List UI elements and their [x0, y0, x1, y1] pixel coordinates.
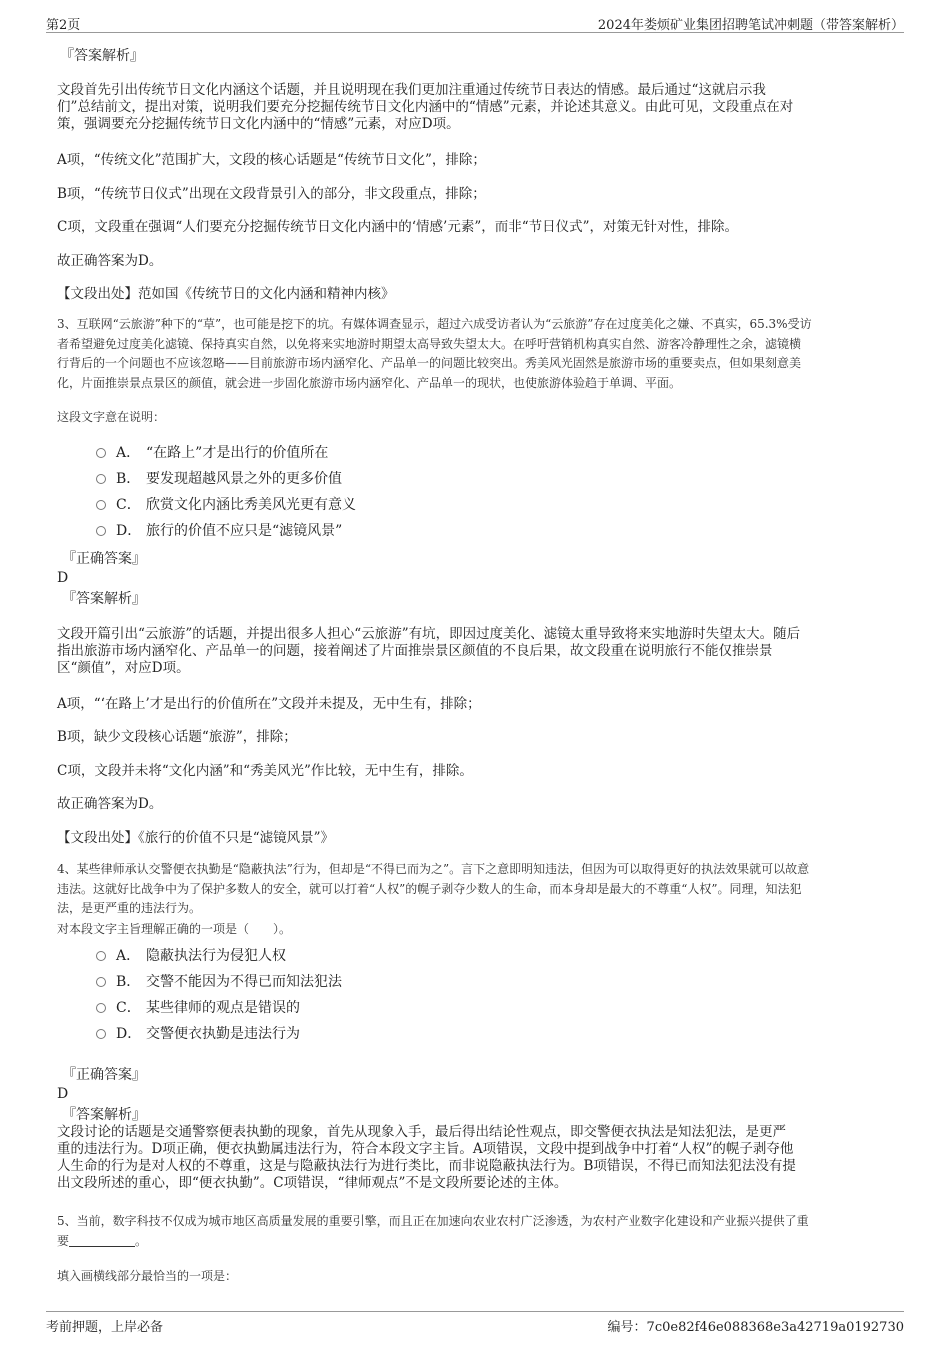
page-header	[46, 12, 904, 33]
q2-analysis-line: 们”总结前文，提出对策，说明我们要充分挖掘传统节日文化内涵中的“情感”元素，并论述其意义。由此可见，文段重点在对	[57, 99, 794, 115]
q4-analysis-label: 『答案解析』	[62, 1107, 146, 1123]
q2-analysis-line: 文段首先引出传统节日文化内涵这个话题，并且说明现在我们更加注重通过传统节日表达的情感。最后通过“这就启示我	[57, 82, 766, 98]
q3-analysis-line: 文段开篇引出“云旅游”的话题，并提出很多人担心“云旅游”有坑，即因过度美化、滤镜太重导致将来实地游时失望太大。随后	[57, 626, 801, 642]
radio-icon[interactable]	[96, 448, 106, 458]
q4-analysis-line: 重的违法行为。D项正确，便衣执勤属违法行为，符合本段文字主旨。A项错误，文段中提到战争中打着“人权”的幌子剥夺他	[57, 1141, 794, 1157]
q2-analysis	[57, 82, 897, 133]
q3-passage	[57, 315, 893, 393]
q3-option-a-note: A项，“‘在路上’才是出行的价值所在”文段并未提及，无中生有，排除；	[57, 696, 481, 712]
page-number: 第2页	[46, 18, 81, 33]
q4-stem: 对本段文字主旨理解正确的一项是（ ）。	[57, 922, 292, 936]
q3-option-d[interactable]: D． 旅行的价值不应只是“滤镜风景”	[96, 522, 342, 540]
q3-passage-line: 化，片面推崇景点景区的颜值，就会进一步固化旅游市场内涵窄化、产品单一的现状，也使旅游体验趋于单调、平面。	[57, 375, 682, 390]
q4-passage-line: 法，是更严重的违法行为。	[57, 901, 202, 915]
q3-passage-line: 3、互联网“云旅游”种下的“草”，也可能是挖下的坑。有媒体调查显示，超过六成受访者认为“云旅游”存在过度美化之嫌、不真实，65.3%受访	[57, 317, 812, 331]
q5-stem: 填入画横线部分最恰当的一项是：	[57, 1269, 238, 1283]
q4-option-a[interactable]: A． 隐蔽执法行为侵犯人权	[96, 947, 286, 965]
q3-conclusion: 故正确答案为D。	[57, 796, 163, 812]
q5-passage-line: 5、当前，数字科技不仅成为城市地区高质量发展的重要引擎，而且正在加速向农业农村广泛渗透，为农村产业数字化建设和产业振兴提供了重	[57, 1214, 809, 1228]
q3-stem: 这段文字意在说明：	[57, 410, 166, 424]
radio-icon[interactable]	[96, 526, 106, 536]
q3-analysis-line: 指出旅游市场内涵窄化、产品单一的问题，接着阐述了片面推崇景区颜值的不良后果，故文段重在说明旅行不能仅推崇景	[57, 643, 773, 659]
q4-passage-line: 4、某些律师承认交警便衣执勤是“隐蔽执法”行为，但却是“不得已而为之”。言下之意即明知违法，但因为可以取得更好的执法效果就可以故意	[57, 862, 810, 876]
q4-analysis-line: 人生命的行为是对人权的不尊重，这是与隐蔽执法行为进行类比，而非说隐蔽执法行为。B项错误，不得已而知法犯法没有提	[57, 1158, 796, 1174]
q3-answer: D	[57, 570, 69, 586]
footer-slogan: 考前押题，上岸必备	[46, 1320, 164, 1335]
q4-answer-label: 『正确答案』	[62, 1067, 146, 1083]
q4-passage-line: 违法。这就好比战争中为了保护多数人的安全，就可以打着“人权”的幌子剥夺少数人的生命，而本身却是最大的不尊重“人权”。同理，知法犯	[57, 881, 802, 896]
document-title: 2024年娄烦矿业集团招聘笔试冲刺题（带答案解析）	[597, 18, 904, 33]
q3-option-b-note: B项，缺少文段核心话题“旅游”，排除；	[57, 729, 297, 745]
radio-icon[interactable]	[96, 977, 106, 987]
q2-option-b-note: B项，“传统节日仪式”出现在文段背景引入的部分，非文段重点，排除；	[57, 186, 486, 202]
page-footer	[46, 1311, 904, 1336]
q3-passage-line: 者希望避免过度美化滤镜、保持真实自然，以免将来实地游时期望太高导致失望太大。在呼吁营销机构真实自然、游客冷静理性之余，滤镜横	[57, 336, 802, 351]
q3-analysis	[57, 626, 897, 677]
q2-option-a-note: A项，“传统文化”范围扩大，文段的核心话题是“传统节日文化”，排除；	[57, 152, 486, 168]
q2-source: 【文段出处】范如国《传统节日的文化内涵和精神内核》	[57, 286, 395, 302]
document-code: 编号：7c0e82f46e088368e3a42719a0192730	[607, 1320, 904, 1335]
radio-icon[interactable]	[96, 951, 106, 961]
q4-option-d[interactable]: D． 交警便衣执勤是违法行为	[96, 1025, 300, 1043]
q3-analysis-line: 区“颜值”，对应D项。	[57, 660, 190, 676]
q5-passage-line: 要 。	[57, 1233, 148, 1248]
q2-analysis-line: 策，强调要充分挖掘传统节日文化内涵中的“情感”元素，对应D项。	[57, 116, 460, 132]
q3-option-b[interactable]: B． 要发现超越风景之外的更多价值	[96, 470, 342, 488]
fill-blank	[69, 1234, 135, 1247]
radio-icon[interactable]	[96, 1029, 106, 1039]
q2-conclusion: 故正确答案为D。	[57, 253, 163, 269]
q5-passage	[57, 1212, 893, 1251]
q4-option-b[interactable]: B． 交警不能因为不得已而知法犯法	[96, 973, 342, 991]
q2-option-c-note: C项，文段重在强调“人们要充分挖掘传统节日文化内涵中的‘情感’元素”，而非“节日仪式”，对策无针对性，排除。	[57, 219, 739, 235]
q3-source: 【文段出处】《旅行的价值不只是“滤镜风景”》	[57, 830, 335, 846]
radio-icon[interactable]	[96, 474, 106, 484]
q4-option-c[interactable]: C． 某些律师的观点是错误的	[96, 999, 300, 1017]
q4-passage	[57, 860, 893, 919]
q3-option-c-note: C项，文段并未将“文化内涵”和“秀美风光”作比较，无中生有，排除。	[57, 763, 473, 779]
q2-analysis-label: 『答案解析』	[60, 48, 144, 64]
q3-answer-label: 『正确答案』	[62, 551, 146, 567]
radio-icon[interactable]	[96, 500, 106, 510]
q4-analysis-line: 文段讨论的话题是交通警察便表执勤的现象，首先从现象入手，最后得出结论性观点，即交警便衣执法是知法犯法，是更严	[57, 1124, 786, 1140]
q3-analysis-label: 『答案解析』	[62, 591, 146, 607]
q4-analysis-line: 出文段所述的重心，即“便衣执勤”。C项错误，“律师观点”不是文段所要论述的主体。	[57, 1175, 568, 1191]
q4-analysis	[57, 1124, 897, 1192]
q3-option-c[interactable]: C． 欣赏文化内涵比秀美风光更有意义	[96, 496, 356, 514]
q3-passage-line: 行背后的一个问题也不应该忽略——目前旅游市场内涵窄化、产品单一的问题比较突出。秀美风光固然是旅游市场的重要卖点，但如果刻意美	[57, 356, 802, 370]
radio-icon[interactable]	[96, 1003, 106, 1013]
q3-option-a[interactable]: A． “在路上”才是出行的价值所在	[96, 444, 328, 462]
q4-answer: D	[57, 1086, 69, 1102]
